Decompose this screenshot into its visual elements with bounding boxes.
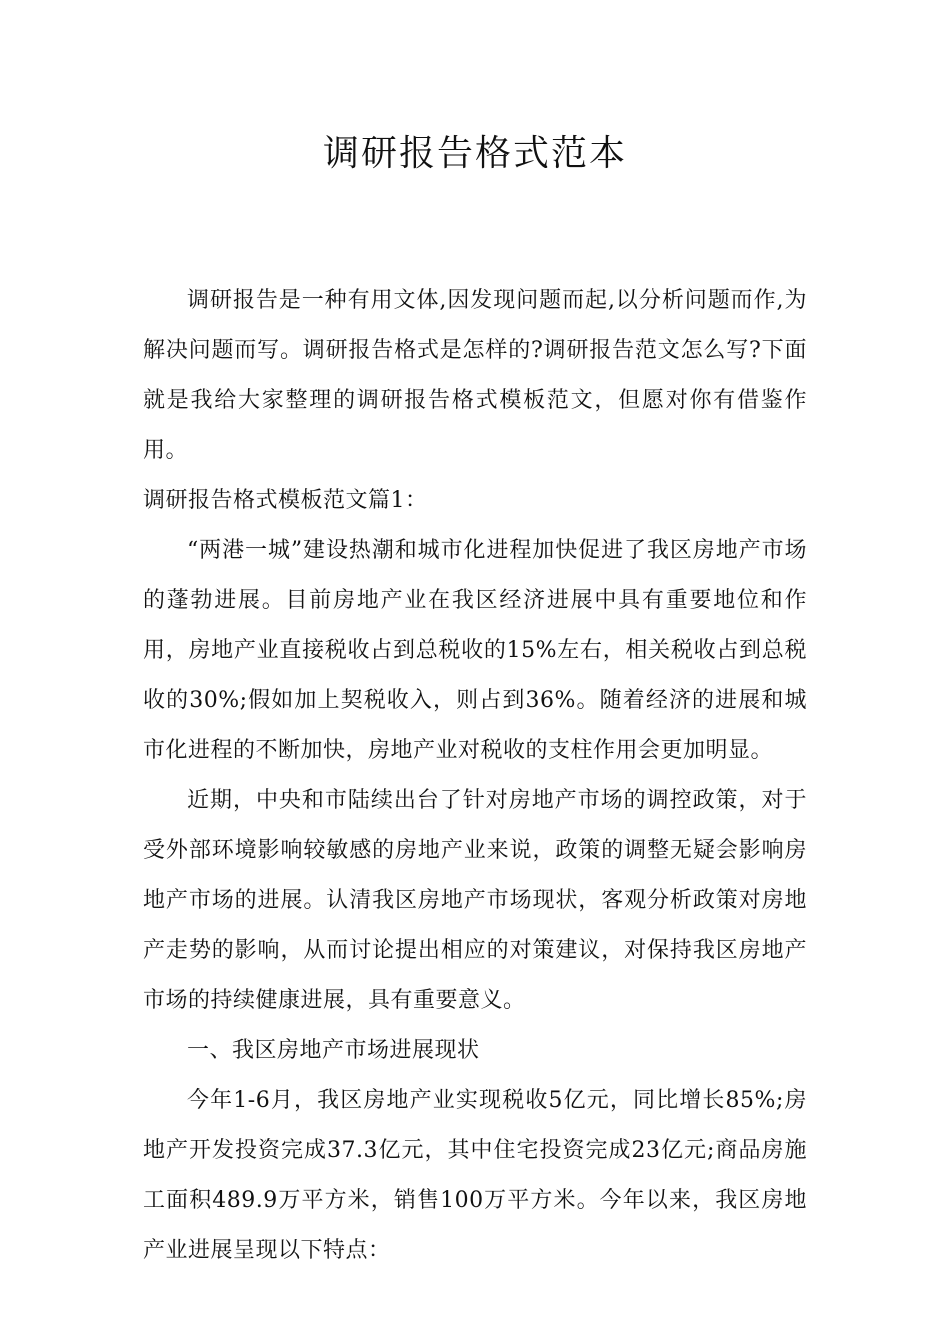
status-paragraph: 今年1-6月，我区房地产业实现税收5亿元，同比增长85%;房地产开发投资完成37.3亿元，其中住宅投资完成23亿元;商品房施工面积489.9万平方米，销售100万平方米。今年以来，我区房地产业进展呈现以下特点：	[143, 1088, 807, 1263]
document-body	[143, 276, 807, 1276]
section-heading: 一、我区房地产市场进展现状	[187, 1038, 480, 1063]
policy-paragraph: 近期，中央和市陆续出台了针对房地产市场的调控政策，对于受外部环境影响较敏感的房地产业来说，政策的调整无疑会影响房地产市场的进展。认清我区房地产市场现状，客观分析政策对房地产走势的影响，从而讨论提出相应的对策建议，对保持我区房地产市场的持续健康进展，具有重要意义。	[143, 788, 807, 1013]
document-title: 调研报告格式范本	[322, 133, 627, 174]
template-heading: 调研报告格式模板范文篇1：	[143, 488, 428, 513]
intro-paragraph: 调研报告是一种有用文体,因发现问题而起,以分析问题而作,为解决问题而写。调研报告格式是怎样的?调研报告范文怎么写?下面就是我给大家整理的调研报告格式模板范文，但愿对你有借鉴作用。	[143, 288, 807, 463]
background-paragraph: “两港一城”建设热潮和城市化进程加快促进了我区房地产市场的蓬勃进展。目前房地产业在我区经济进展中具有重要地位和作用，房地产业直接税收占到总税收的15%左右，相关税收占到总税收的30%;假如加上契税收入，则占到36%。随着经济的进展和城市化进程的不断加快，房地产业对税收的支柱作用会更加明显。	[143, 538, 807, 763]
